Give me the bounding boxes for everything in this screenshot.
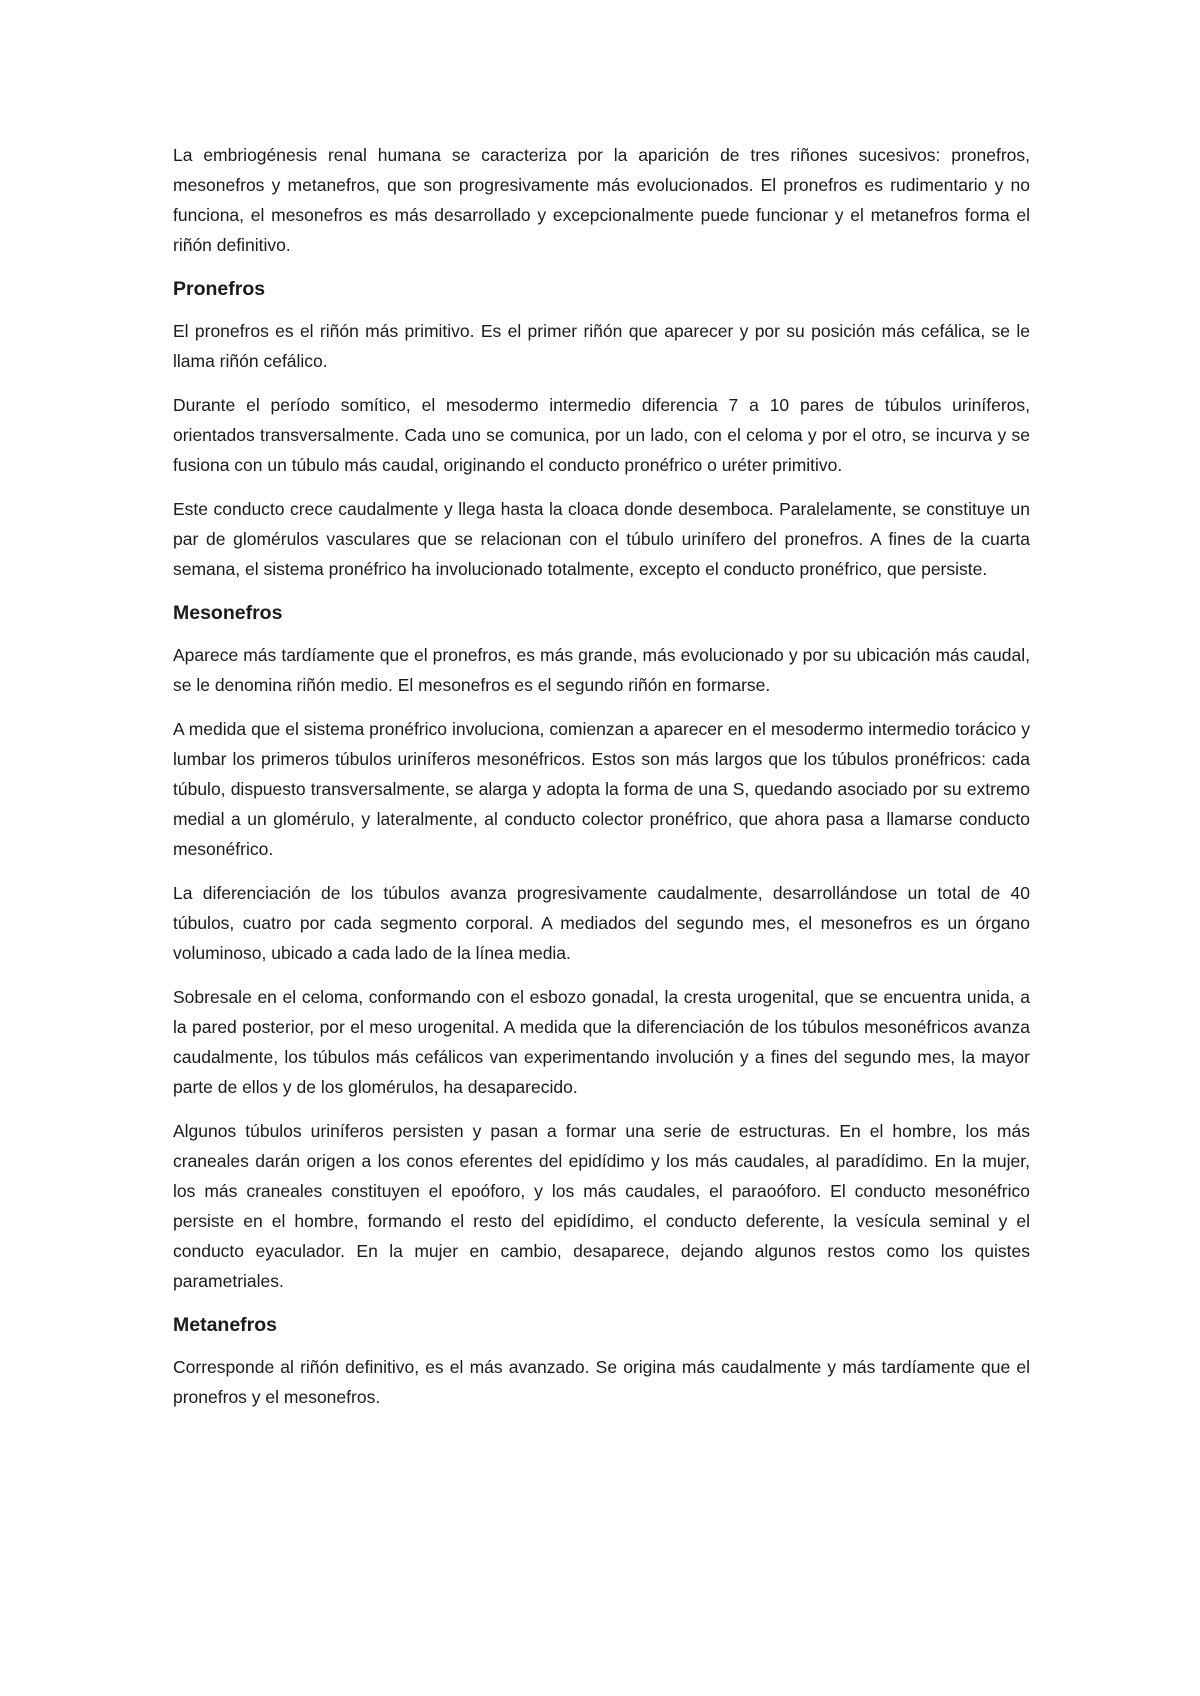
paragraph: A medida que el sistema pronéfrico involuciona, comienzan a aparecer en el mesodermo intermedio torácico y lumbar los primeros túbulos uriníferos mesonéfricos. Estos son más largos que los túbulos pronéfricos: cada túbulo, dispuesto transversalmente, se alarga y adopta la forma de una S, quedando asociado por su extremo medial a un glomérulo, y lateralmente, al conducto colector pronéfrico, que ahora pasa a llamarse conducto mesonéfrico. bbox=[173, 719, 1030, 859]
section-heading-metanefros: Metanefros bbox=[173, 1314, 278, 1336]
paragraph: Algunos túbulos uriníferos persisten y pasan a formar una serie de estructuras. En el hombre, los más craneales darán origen a los conos eferentes del epidídimo y los más caudales, al paradídimo. En la mujer, los más craneales constituyen el epoóforo, y los más caudales, el paraoóforo. El conducto mesonéfrico persiste en el hombre, formando el resto del epidídimo, el conducto deferente, la vesícula seminal y el conducto eyaculador. En la mujer en cambio, desaparece, dejando algunos restos como los quistes parametriales. bbox=[173, 1121, 1030, 1291]
document-page bbox=[173, 140, 1030, 1426]
paragraph: Este conducto crece caudalmente y llega hasta la cloaca donde desemboca. Paralelamente, se constituye un par de glomérulos vasculares que se relacionan con el túbulo urinífero del pronefros. A fines de la cuarta semana, el sistema pronéfrico ha involucionado totalmente, excepto el conducto pronéfrico, que persiste. bbox=[173, 499, 1030, 579]
paragraph: Sobresale en el celoma, conformando con el esbozo gonadal, la cresta urogenital, que se encuentra unida, a la pared posterior, por el meso urogenital. A medida que la diferenciación de los túbulos mesonéfricos avanza caudalmente, los túbulos más cefálicos van experimentando involución y a fines del segundo mes, la mayor parte de ellos y de los glomérulos, ha desaparecido. bbox=[173, 987, 1030, 1097]
section-heading-pronefros: Pronefros bbox=[173, 278, 266, 300]
paragraph: El pronefros es el riñón más primitivo. Es el primer riñón que aparecer y por su posición más cefálica, se le llama riñón cefálico. bbox=[173, 321, 1030, 371]
intro-paragraph: La embriogénesis renal humana se caracteriza por la aparición de tres riñones sucesivos: pronefros, mesonefros y metanefros, que son progresivamente más evolucionados. El pronefros es rudimentario y no funciona, el mesonefros es más desarrollado y excepcionalmente puede funcionar y el metanefros forma el riñón definitivo. bbox=[173, 145, 1030, 255]
section-heading-mesonefros: Mesonefros bbox=[173, 602, 283, 624]
paragraph: Aparece más tardíamente que el pronefros, es más grande, más evolucionado y por su ubicación más caudal, se le denomina riñón medio. El mesonefros es el segundo riñón en formarse. bbox=[173, 645, 1030, 695]
paragraph: La diferenciación de los túbulos avanza progresivamente caudalmente, desarrollándose un total de 40 túbulos, cuatro por cada segmento corporal. A mediados del segundo mes, el mesonefros es un órgano voluminoso, ubicado a cada lado de la línea media. bbox=[173, 883, 1030, 963]
paragraph: Corresponde al riñón definitivo, es el más avanzado. Se origina más caudalmente y más tardíamente que el pronefros y el mesonefros. bbox=[173, 1357, 1030, 1407]
paragraph: Durante el período somítico, el mesodermo intermedio diferencia 7 a 10 pares de túbulos uriníferos, orientados transversalmente. Cada uno se comunica, por un lado, con el celoma y por el otro, se incurva y se fusiona con un túbulo más caudal, originando el conducto pronéfrico o uréter primitivo. bbox=[173, 395, 1030, 475]
